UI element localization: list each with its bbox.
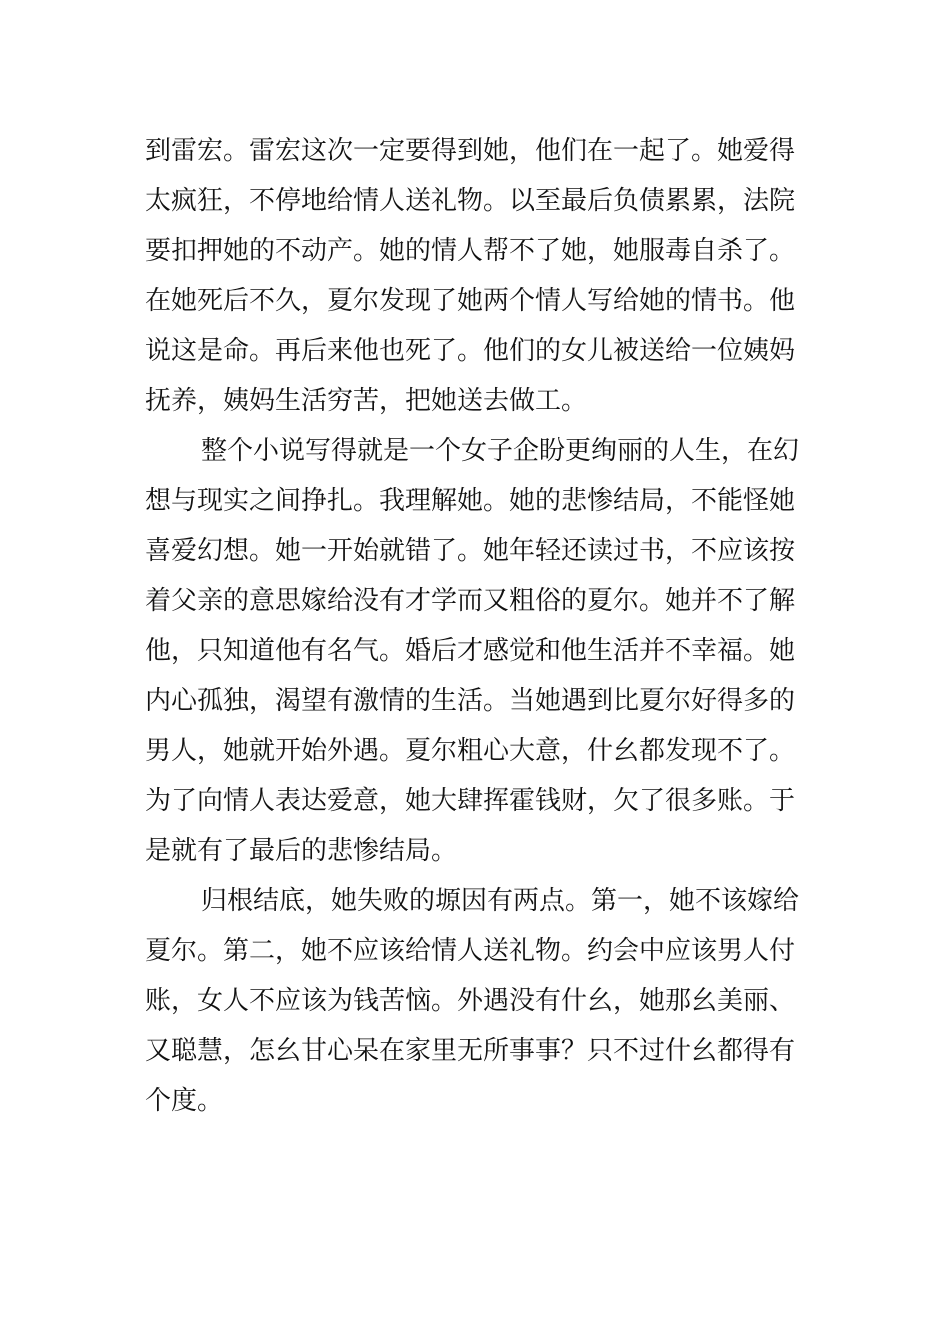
text-line: 说这是命。再后来他也死了。他们的女儿被送给一位姨妈 [145,336,796,366]
text-line: 着父亲的意思嫁给没有才学而又粗俗的夏尔。她并不了解 [145,586,796,616]
paragraph-1 [145,126,815,426]
text-line: 夏尔。第二，她不应该给情人送礼物。约会中应该男人付 [145,936,796,966]
text-line: 个度。 [145,1086,224,1116]
text-line: 内心孤独，渴望有激情的生活。当她遇到比夏尔好得多的 [145,686,796,716]
text-line: 太疯狂，不停地给情人送礼物。以至最后负债累累，法院 [145,186,796,216]
text-line: 归根结底，她失败的塬因有两点。第一，她不该嫁给 [201,886,800,916]
text-line: 他，只知道他有名气。婚后才感觉和他生活并不幸福。她 [145,636,796,666]
text-line: 整个小说写得就是一个女子企盼更绚丽的人生，在幻 [201,436,800,466]
text-line: 男人，她就开始外遇。夏尔粗心大意，什幺都发现不了。 [145,736,796,766]
text-line: 是就有了最后的悲惨结局。 [145,836,458,866]
text-line: 又聪慧，怎幺甘心呆在家里无所事事？只不过什幺都得有 [145,1036,796,1066]
body-text [145,126,815,1126]
text-line: 在她死后不久，夏尔发现了她两个情人写给她的情书。他 [145,286,796,316]
text-line: 到雷宏。雷宏这次一定要得到她，他们在一起了。她爱得 [145,136,796,166]
text-line: 账，女人不应该为钱苦恼。外遇没有什幺，她那幺美丽、 [145,986,796,1016]
text-line: 想与现实之间挣扎。我理解她。她的悲惨结局，不能怪她 [145,486,796,516]
text-line: 抚养，姨妈生活穷苦，把她送去做工。 [145,386,588,416]
paragraph-2 [145,426,815,876]
text-line: 要扣押她的不动产。她的情人帮不了她，她服毒自杀了。 [145,236,796,266]
text-line: 喜爱幻想。她一开始就错了。她年轻还读过书，不应该按 [145,536,796,566]
text-line: 为了向情人表达爱意，她大肆挥霍钱财，欠了很多账。于 [145,786,796,816]
paragraph-3 [145,876,815,1126]
